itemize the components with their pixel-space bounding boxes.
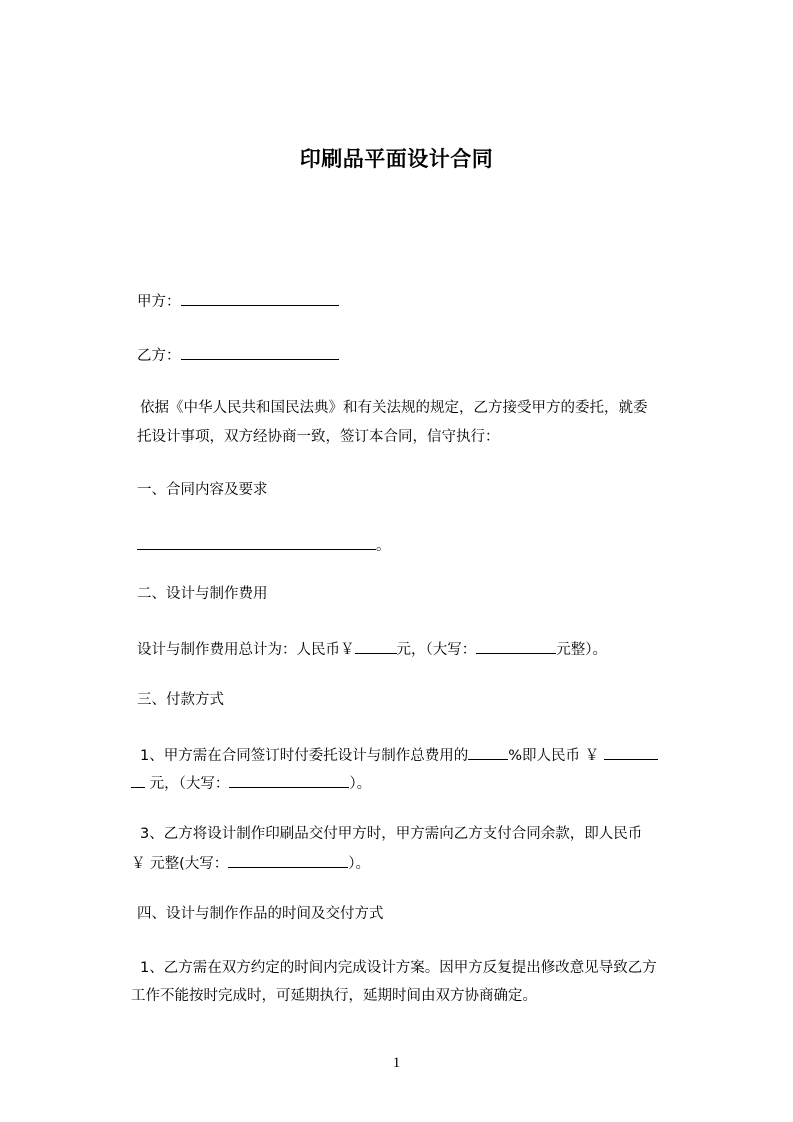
document-title: 印刷品平面设计合同 xyxy=(299,147,494,171)
payment-1-line-2-middle: 元，（大写： xyxy=(145,776,230,792)
payment-1-percent-blank xyxy=(468,744,508,760)
payment-3-words-blank xyxy=(228,852,348,868)
party-b-blank xyxy=(181,344,339,360)
payment-1-line-2 xyxy=(131,772,371,794)
fee-amount-blank xyxy=(355,638,397,654)
fee-prefix: 设计与制作费用总计为：人民币￥ xyxy=(137,642,355,658)
payment-1-amount-blank-continued xyxy=(131,772,145,788)
payment-1-middle: %即人民币 ￥ xyxy=(508,748,604,764)
delivery-1-line-1: 1、乙方需在双方约定的时间内完成设计方案。因甲方反复提出修改意见导致乙方 xyxy=(140,960,657,976)
fee-line xyxy=(137,638,607,660)
section-4-heading: 四、设计与制作作品的时间及交付方式 xyxy=(137,906,384,922)
page-number: 1 xyxy=(392,1055,401,1071)
section-2-heading: 二、设计与制作费用 xyxy=(137,586,268,602)
payment-1-prefix: 1、甲方需在合同签订时付委托设计与制作总费用的 xyxy=(140,748,469,764)
payment-1-line-2-suffix: ）。 xyxy=(349,776,372,792)
fee-suffix: 元整）。 xyxy=(556,642,607,658)
fee-middle: 元，（大写： xyxy=(396,642,477,658)
payment-3-line-2-suffix: ）。 xyxy=(348,856,371,872)
party-b-label: 乙方： xyxy=(137,348,181,364)
payment-3-line-1: 3、乙方将设计制作印刷品交付甲方时，甲方需向乙方支付合同余款，即人民币 xyxy=(140,826,643,842)
intro-line-2: 托设计事项，双方经协商一致，签订本合同，信守执行： xyxy=(137,429,500,445)
party-a-line xyxy=(137,290,339,312)
fee-words-blank xyxy=(476,638,556,654)
section-3-heading: 三、付款方式 xyxy=(137,692,224,708)
delivery-1-line-2: 工作不能按时完成时，可延期执行，延期时间由双方协商确定。 xyxy=(131,988,537,1004)
payment-1-words-blank xyxy=(229,772,349,788)
payment-1-line-1 xyxy=(140,744,658,766)
section-1-blank xyxy=(137,534,376,550)
intro-line-1: 依据《中华人民共和国民法典》和有关法规的规定，乙方接受甲方的委托，就委 xyxy=(140,400,648,416)
party-b-line xyxy=(137,344,339,366)
section-1-heading: 一、合同内容及要求 xyxy=(137,482,268,498)
section-1-content-line xyxy=(137,534,391,556)
section-1-tail: 。 xyxy=(376,538,391,554)
payment-3-line-2-prefix: ￥ 元整(大写： xyxy=(131,856,229,872)
payment-1-amount-blank xyxy=(604,744,658,760)
party-a-blank xyxy=(181,290,339,306)
party-a-label: 甲方： xyxy=(137,294,181,310)
payment-3-line-2 xyxy=(131,852,370,874)
